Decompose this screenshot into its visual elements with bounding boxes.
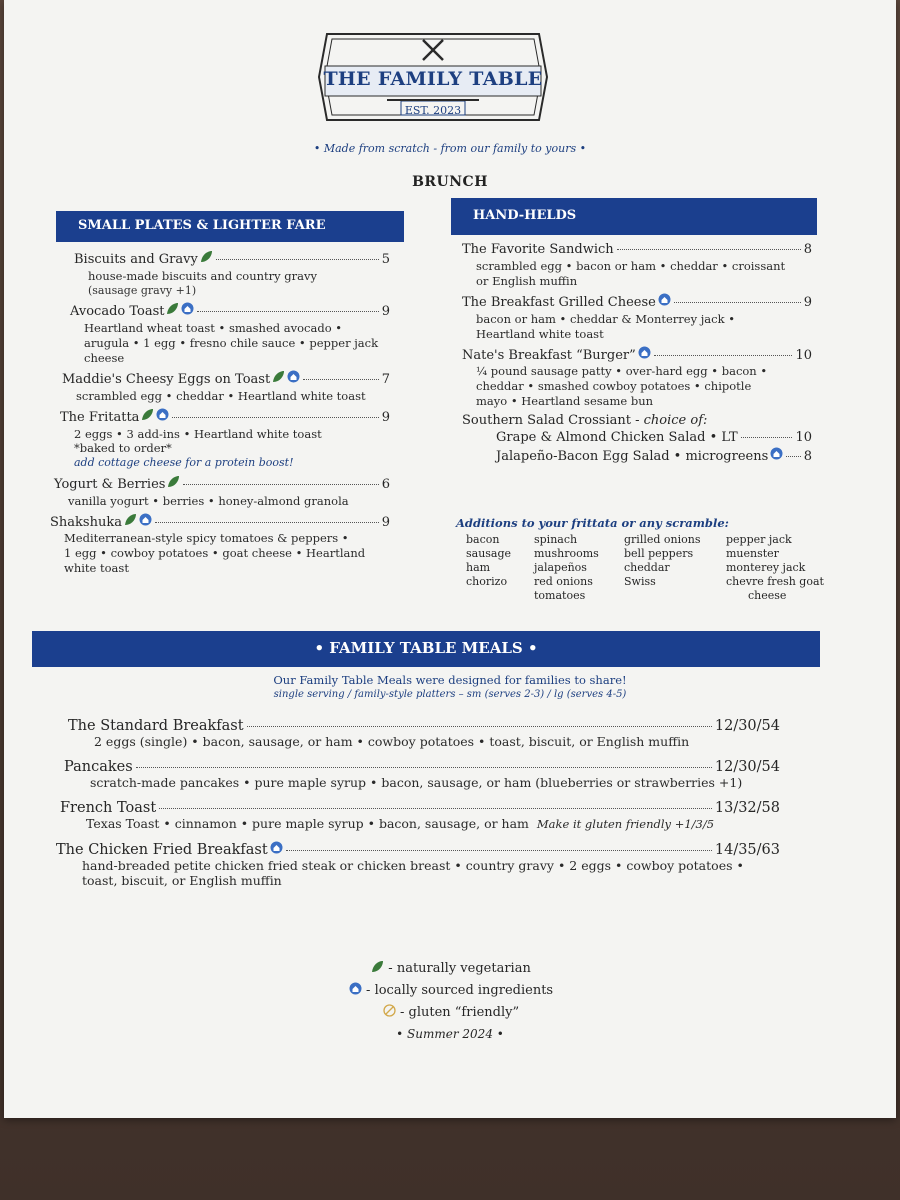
- gluten-friendly-icon: [383, 1003, 396, 1016]
- family-meals-list: [56, 718, 780, 898]
- additions-box: [456, 516, 856, 602]
- item-name: The Chicken Fried Breakfast: [56, 842, 268, 858]
- list-item: [50, 475, 390, 509]
- item-name: The Favorite Sandwich: [462, 242, 614, 257]
- leader-dots: [247, 726, 712, 727]
- option-price: 10: [795, 430, 812, 446]
- family-meals-banner: • FAMILY TABLE MEALS •: [32, 631, 820, 667]
- item-name: Southern Salad Crossiant: [462, 413, 631, 429]
- legend-gf-label: - gluten “friendly”: [399, 1005, 520, 1021]
- item-desc: house-made biscuits and country gravy: [88, 268, 317, 283]
- tagline: • Made from scratch - from our family to yours •: [313, 142, 587, 155]
- list-item: [50, 408, 390, 471]
- option-price: 8: [803, 449, 812, 465]
- leader-dots: [159, 808, 712, 809]
- addition-item: mushrooms: [534, 547, 599, 560]
- addition-item: jalapeños: [534, 561, 587, 574]
- additions-grid: [456, 533, 856, 602]
- addition-item: pepper jack: [726, 533, 792, 546]
- item-desc: bacon or ham • cheddar & Monterrey jack •: [476, 311, 736, 326]
- addition-item: muenster: [726, 547, 779, 560]
- leaf-icon: [371, 959, 384, 972]
- item-name: Pancakes: [64, 759, 133, 775]
- item-name: The Standard Breakfast: [68, 718, 244, 734]
- item-price: 9: [381, 514, 390, 530]
- item-name: Avocado Toast: [70, 304, 165, 320]
- item-choice: - choice of:: [635, 413, 708, 429]
- list-item: [60, 718, 780, 749]
- list-item: [462, 242, 812, 289]
- handhelds-banner: HAND-HELDS: [451, 198, 817, 235]
- item-desc: 2 eggs • 3 add-ins • Heartland white toast: [74, 426, 322, 441]
- addition-item: Swiss: [624, 575, 656, 588]
- item-desc-text: Texas Toast • cinnamon • pure maple syrup • bacon, sausage, or ham: [86, 816, 529, 831]
- list-item: [60, 800, 780, 831]
- item-name: Maddie's Cheesy Eggs on Toast: [62, 371, 271, 387]
- item-name: Shakshuka: [50, 514, 122, 530]
- list-item: [50, 302, 390, 366]
- leader-dots: [286, 850, 712, 851]
- item-desc: arugula • 1 egg • fresno chile sauce • pepper jack: [84, 335, 379, 350]
- small-plates-banner: SMALL PLATES & LIGHTER FARE: [56, 211, 404, 242]
- leaf-icon: [200, 250, 213, 263]
- addition-item: red onions: [534, 575, 593, 588]
- list-item: [60, 759, 780, 790]
- item-desc: scrambled egg • cheddar • Heartland white toast: [76, 388, 366, 403]
- addition-item: monterey jack: [726, 561, 806, 574]
- list-item: [50, 250, 390, 298]
- leader-dots: [303, 379, 379, 380]
- page-title: BRUNCH: [412, 174, 488, 190]
- option-name: Grape & Almond Chicken Salad • LT: [496, 430, 738, 446]
- leaf-icon: [166, 302, 179, 315]
- additions-title: Additions to your frittata or any scramble:: [456, 516, 729, 530]
- item-desc: Mediterranean-style spicy tomatoes & peppers •: [64, 531, 349, 546]
- leader-dots: [654, 355, 793, 356]
- leader-dots: [172, 417, 378, 418]
- leader-dots: [216, 259, 379, 260]
- item-name: French Toast: [60, 800, 157, 816]
- item-desc: 2 eggs (single) • bacon, sausage, or ham • cowboy potatoes • toast, biscuit, or English muffin: [94, 734, 690, 749]
- legend: [4, 958, 896, 1045]
- item-note: add cottage cheese for a protein boost!: [74, 456, 294, 470]
- item-price: 13/32/58: [714, 800, 780, 816]
- item-name: The Fritatta: [60, 409, 140, 425]
- item-name: Yogurt & Berries: [54, 476, 166, 492]
- list-item: [462, 293, 812, 342]
- item-desc: vanilla yogurt • berries • honey-almond granola: [68, 493, 349, 508]
- legend-veg: [4, 958, 896, 980]
- local-house-icon: [181, 302, 194, 315]
- item-desc: Heartland wheat toast • smashed avocado •: [84, 321, 343, 336]
- local-house-icon: [156, 408, 169, 421]
- item-price: 7: [381, 371, 390, 387]
- item-name: Biscuits and Gravy: [74, 252, 198, 267]
- leader-dots: [741, 437, 793, 438]
- handhelds-list: [462, 242, 812, 470]
- menu-paper: [4, 0, 896, 1118]
- leaf-icon: [167, 475, 180, 488]
- item-price: 9: [381, 409, 390, 425]
- leader-dots: [674, 302, 801, 303]
- item-desc: cheddar • smashed cowboy potatoes • chipotle: [476, 379, 752, 394]
- option-name: Jalapeño-Bacon Egg Salad • microgreens: [496, 449, 769, 465]
- item-price: 12/30/54: [714, 718, 780, 734]
- local-house-icon: [770, 447, 783, 460]
- local-house-icon: [139, 513, 152, 526]
- addition-item: ham: [466, 561, 491, 574]
- local-house-icon: [658, 293, 671, 306]
- addition-item: grilled onions: [624, 533, 701, 546]
- item-price: 12/30/54: [714, 759, 780, 775]
- item-desc: *baked to order*: [74, 441, 172, 456]
- item-desc: or English muffin: [476, 273, 578, 288]
- local-house-icon: [349, 981, 362, 994]
- logo: [317, 28, 549, 126]
- legend-season: • Summer 2024 •: [396, 1027, 504, 1042]
- addition-item: bell peppers: [624, 547, 694, 560]
- item-price: 14/35/63: [714, 842, 780, 858]
- logo-title: THE FAMILY TABLE: [323, 68, 543, 90]
- addition-item: sausage: [466, 547, 512, 560]
- leaf-icon: [141, 408, 154, 421]
- item-desc: cheese: [84, 350, 125, 365]
- item-price: 9: [803, 294, 812, 310]
- leader-dots: [197, 311, 378, 312]
- leader-dots: [617, 249, 801, 250]
- leader-dots: [183, 484, 378, 485]
- family-meals-sizes: single serving / family-style platters – sm (serves 2-3) / lg (serves 4-5): [273, 689, 627, 700]
- leader-dots: [155, 522, 379, 523]
- item-name: Nate's Breakfast “Burger”: [462, 347, 636, 363]
- small-plates-list: [50, 250, 390, 580]
- list-item: [462, 413, 812, 466]
- item-desc: ¼ pound sausage patty • over-hard egg • bacon •: [476, 364, 768, 379]
- item-desc: [60, 816, 780, 831]
- item-desc: scrambled egg • bacon or ham • cheddar • croissant: [476, 258, 786, 273]
- list-item: [56, 841, 780, 888]
- addition-item: spinach: [534, 533, 578, 546]
- item-price: 8: [803, 242, 812, 257]
- leaf-icon: [272, 370, 285, 383]
- legend-local: [4, 980, 896, 1002]
- legend-gf: [4, 1002, 896, 1024]
- item-price: 6: [381, 476, 390, 492]
- item-desc: mayo • Heartland sesame bun: [476, 394, 654, 409]
- list-item: [462, 346, 812, 410]
- leader-dots: [136, 767, 712, 768]
- list-item: [50, 370, 390, 404]
- addition-item: cheese: [748, 589, 787, 602]
- leader-dots: [786, 456, 800, 457]
- local-house-icon: [270, 841, 283, 854]
- family-meals-intro: Our Family Table Meals were designed for families to share!: [273, 673, 627, 687]
- logo-est: EST. 2023: [404, 104, 462, 117]
- item-price: 9: [381, 304, 390, 320]
- item-desc: toast, biscuit, or English muffin: [82, 873, 282, 888]
- item-note: (sausage gravy +1): [88, 283, 197, 297]
- local-house-icon: [638, 346, 651, 359]
- item-desc: scratch-made pancakes • pure maple syrup • bacon, sausage, or ham (blueberries or strawberries +1): [90, 775, 743, 790]
- legend-veg-label: - naturally vegetarian: [388, 961, 531, 976]
- leaf-icon: [124, 513, 137, 526]
- item-name: The Breakfast Grilled Cheese: [462, 294, 656, 310]
- legend-local-label: - locally sourced ingredients: [366, 983, 554, 999]
- addition-item: chorizo: [466, 575, 508, 588]
- addition-item: cheddar: [624, 561, 670, 574]
- item-desc: Heartland white toast: [476, 326, 604, 341]
- item-desc: hand-breaded petite chicken fried steak or chicken breast • country gravy • 2 eggs • cowboy potatoes •: [82, 858, 744, 873]
- addition-item: tomatoes: [534, 589, 586, 602]
- addition-item: bacon: [466, 533, 500, 546]
- item-desc: 1 egg • cowboy potatoes • goat cheese • Heartland: [64, 546, 366, 561]
- item-price: 10: [795, 347, 812, 363]
- item-price: 5: [381, 252, 390, 267]
- item-note: Make it gluten friendly +1/3/5: [536, 817, 715, 831]
- list-item: [50, 513, 390, 577]
- local-house-icon: [287, 370, 300, 383]
- item-desc: white toast: [64, 561, 129, 576]
- addition-item: chevre fresh goat: [726, 575, 824, 588]
